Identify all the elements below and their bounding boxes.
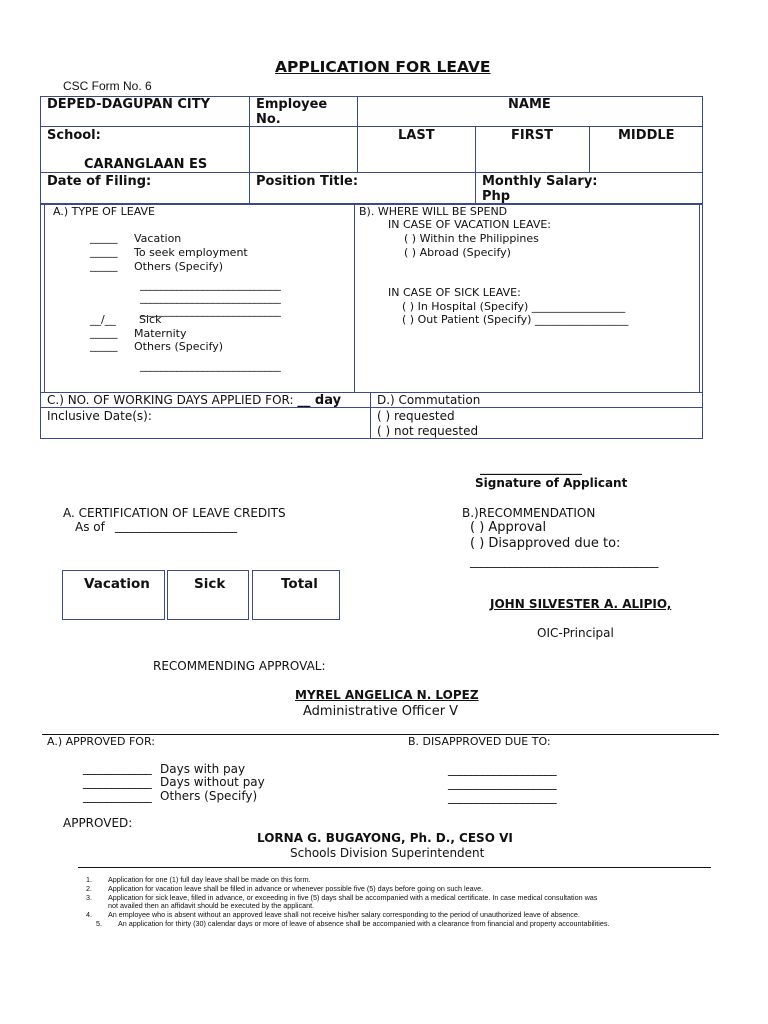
date-of-filing-label: Date of Filing:	[47, 174, 152, 189]
principal-title: OIC-Principal	[537, 626, 614, 640]
office-name: DEPED-DAGUPAN CITY	[47, 97, 211, 112]
note-item: 1. Application for one (1) full day leave shall be made on this form.	[86, 875, 311, 884]
note-item: 3. Application for sick leave, filled in advance, or exceeding in five (5) days shall be accompanied with a medical certificate. In case medical consultation was	[86, 892, 598, 902]
admin-officer-name: MYREL ANGELICA N. LOPEZ	[295, 688, 479, 702]
working-days-label: C.) NO. OF WORKING DAYS APPLIED FOR:	[47, 393, 298, 407]
admin-officer-title: Administrative Officer V	[303, 704, 459, 719]
monthly-salary-value[interactable]: Php	[482, 189, 511, 204]
others-vacation-label: Others (Specify)	[134, 260, 224, 273]
superintendent-title: Schools Division Superintendent	[290, 846, 485, 860]
sick-case-heading: IN CASE OF SICK LEAVE:	[388, 286, 521, 299]
as-of-line[interactable]: _____________________	[115, 519, 237, 533]
maternity-option-label: Maternity	[134, 327, 187, 340]
superintendent-name: LORNA G. BUGAYONG, Ph. D., CESO VI	[257, 831, 513, 845]
disapproval-reason-line[interactable]: _________________________________	[470, 554, 659, 568]
first-name-label: FIRST	[511, 128, 553, 143]
seek-employment-label: To seek employment	[134, 246, 248, 259]
approved-for-heading: A.) APPROVED FOR:	[47, 735, 155, 748]
school-value[interactable]: CARANGLAAN ES	[84, 157, 208, 172]
out-patient-option[interactable]: ( ) Out Patient (Specify) _________________	[402, 313, 629, 326]
vacation-checkbox[interactable]: _____	[90, 231, 118, 244]
maternity-checkbox[interactable]: _____	[90, 326, 118, 339]
recommendation-heading: B.)RECOMMENDATION	[462, 506, 596, 520]
note-item: not availed then an affidavit should be executed by the applicant.	[108, 901, 315, 911]
form-title: APPLICATION FOR LEAVE	[275, 58, 491, 76]
others-specify-blank[interactable]: ____________	[83, 789, 152, 803]
inclusive-dates-label: Inclusive Date(s):	[47, 409, 152, 423]
signature-line[interactable]: _________________	[480, 461, 582, 475]
note-item: 4. An employee who is absent without an approved leave shall not receive his/her salary corresponding to the period of unauthorized leave of absence.	[86, 910, 580, 920]
form-number: CSC Form No. 6	[63, 79, 152, 93]
commutation-label: D.) Commutation	[377, 393, 481, 407]
days-with-pay-label: Days with pay	[160, 762, 246, 776]
others-vacation-checkbox[interactable]: _____	[90, 259, 118, 272]
recommend-disapproved-option[interactable]: ( ) Disapproved due to:	[470, 536, 621, 551]
certification-heading: A. CERTIFICATION OF LEAVE CREDITS	[63, 506, 286, 520]
sick-column-header: Sick	[194, 576, 226, 592]
school-label: School:	[47, 128, 101, 143]
approved-label: APPROVED:	[63, 816, 133, 830]
disapproval-line[interactable]: ___________________	[448, 776, 557, 790]
monthly-salary-label: Monthly Salary:	[482, 174, 598, 189]
position-title-label: Position Title:	[256, 174, 359, 189]
sick-option-label: Sick	[139, 313, 162, 326]
as-of-label: As of	[75, 520, 105, 534]
signature-label: Signature of Applicant	[475, 476, 628, 490]
commutation-not-requested-option[interactable]: ( ) not requested	[377, 424, 479, 438]
recommending-approval-label: RECOMMENDING APPROVAL:	[153, 659, 326, 673]
in-hospital-option[interactable]: ( ) In Hospital (Specify) _________________	[402, 300, 626, 313]
recommend-approval-option[interactable]: ( ) Approval	[470, 520, 547, 535]
employee-no-label: Employee	[256, 97, 328, 112]
note-item: 5. An application for thirty (30) calendar days or more of leave of absence shall be accompanied with a clearance from financial and property accountabilities.	[96, 918, 610, 928]
specify-line[interactable]: ___________________________	[140, 304, 281, 317]
note-item: 2. Application for vacation leave shall be filled in advance or whenever possible five (5) days before going on such leave.	[86, 883, 484, 893]
disapproved-heading: B. DISAPPROVED DUE TO:	[408, 735, 551, 748]
others-specify-label: Others (Specify)	[160, 789, 258, 803]
vacation-option-label: Vacation	[134, 232, 182, 245]
others-sick-label: Others (Specify)	[134, 340, 224, 353]
where-spend-heading: B). WHERE WILL BE SPEND	[359, 205, 508, 218]
specify-line[interactable]: ___________________________	[140, 291, 281, 304]
notes-list	[78, 876, 718, 929]
within-philippines-option[interactable]: ( ) Within the Philippines	[404, 232, 539, 245]
disapproval-line[interactable]: ___________________	[448, 790, 557, 804]
days-with-pay-blank[interactable]: ____________	[83, 761, 152, 775]
days-without-pay-blank[interactable]: ____________	[83, 775, 152, 789]
specify-line[interactable]: ___________________________	[140, 359, 281, 372]
others-sick-checkbox[interactable]: _____	[90, 339, 118, 352]
days-without-pay-label: Days without pay	[160, 775, 265, 789]
last-name-label: LAST	[398, 128, 435, 143]
vacation-case-heading: IN CASE OF VACATION LEAVE:	[388, 218, 552, 231]
middle-name-label: MIDDLE	[618, 128, 675, 143]
abroad-option[interactable]: ( ) Abroad (Specify)	[404, 246, 511, 259]
name-label: NAME	[508, 97, 551, 112]
specify-line[interactable]: ___________________________	[140, 278, 281, 291]
working-days-value[interactable]: __ day	[297, 393, 342, 408]
employee-no-label-2: No.	[256, 112, 281, 127]
disapproval-line[interactable]: ___________________	[448, 762, 557, 776]
principal-name: JOHN SILVESTER A. ALIPIO,	[490, 597, 672, 611]
vacation-column-header: Vacation	[84, 576, 150, 592]
commutation-requested-option[interactable]: ( ) requested	[377, 409, 455, 423]
seek-employment-checkbox[interactable]: _____	[90, 245, 118, 258]
total-column-header: Total	[281, 576, 318, 592]
type-of-leave-heading: A.) TYPE OF LEAVE	[53, 205, 155, 218]
sick-checkbox[interactable]: __/__	[90, 313, 116, 326]
